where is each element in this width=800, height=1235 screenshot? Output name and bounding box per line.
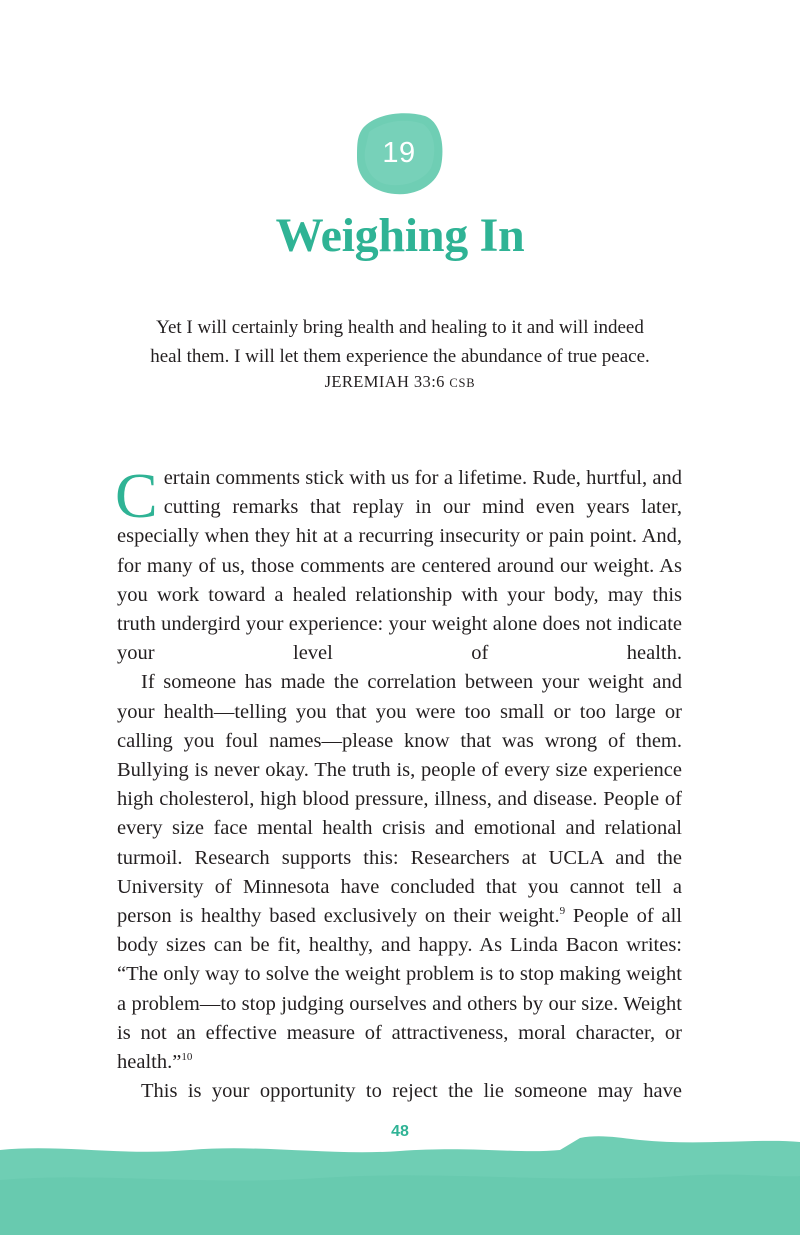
epigraph-line: Yet I will certainly bring health and healing to it and will indeed <box>156 317 644 338</box>
epigraph-reference <box>0 372 800 392</box>
epigraph <box>100 313 700 371</box>
drop-cap: C <box>115 460 158 531</box>
bible-translation: CSB <box>449 376 476 390</box>
footnote-reference: 10 <box>181 1051 193 1064</box>
chapter-badge <box>355 110 443 196</box>
paragraph <box>115 460 682 668</box>
chapter-title: Weighing In <box>275 209 525 262</box>
body-text <box>115 460 682 1106</box>
paragraph-text: ertain comments stick with us for a lifetime. Rude, hurtful, and cutting remarks that replay in our mind even years later, especially when they hit at a recurring insecurity or pain point. And, for many of us, those comments are centered around our weight. As you work toward a healed relationship with your body, may this truth undergird your experience: your weight alone does not indicate your level of health. <box>117 467 682 665</box>
paragraph <box>117 668 682 1077</box>
paragraph-text: This is your opportunity to reject the lie someone may have <box>141 1080 682 1103</box>
paragraph-text: If someone has made the correlation between your weight and your health—telling you that you were too small or too large or calling you foul names—please know that was wrong of them. Bullying is never okay. The truth is, people of every size experience high cholesterol, high blood pressure, illness, and disease. People of every size face mental health crisis and emotional and relational turmoil. Research supports this: Researchers at UCLA and the University of Minnesota have concluded that you cannot tell a person is healthy based exclusively on their weight. <box>117 671 682 928</box>
paragraph-text: People of all body sizes can be fit, healthy, and happy. As Linda Bacon writes: “The only way to solve the weight problem is to stop making weight a problem—to stop judging ourselves and others by our size. Weight is not an effective measure of attractiveness, moral character, or health.” <box>117 905 682 1074</box>
page-number: 48 <box>391 1123 409 1140</box>
footnote-reference: 9 <box>559 905 566 918</box>
scripture-reference: JEREMIAH 33:6 <box>324 372 445 391</box>
epigraph-line: heal them. I will let them experience the abundance of true peace. <box>150 346 650 367</box>
paragraph <box>117 1077 682 1106</box>
chapter-number: 19 <box>382 136 416 169</box>
